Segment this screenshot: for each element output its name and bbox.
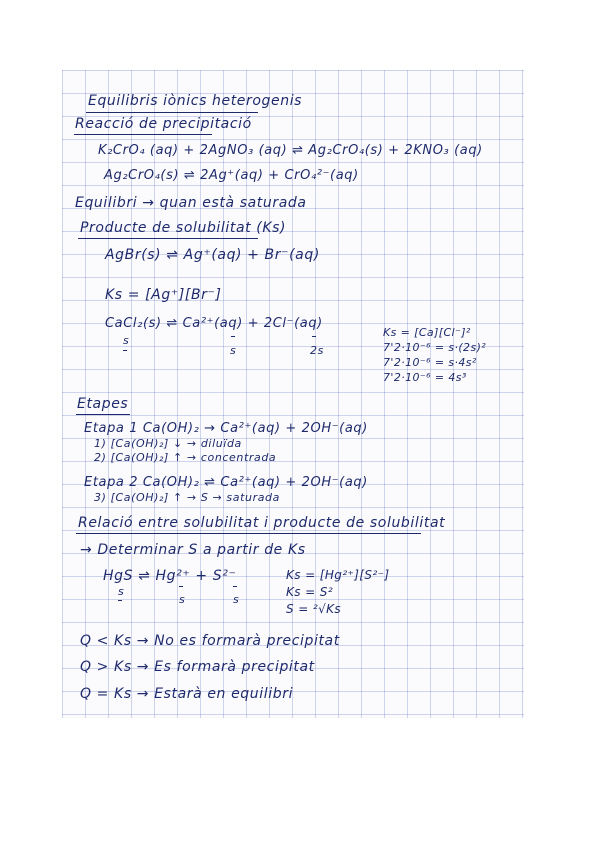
hgs-s-label: s: [179, 593, 186, 606]
hgs-dash-3: [233, 586, 237, 587]
ks-agbr-expression: Ks = [Ag⁺][Br⁻]: [105, 287, 222, 303]
cacl2-dash-2: [231, 336, 235, 337]
hgs-ks-line: Ks = [Hg²⁺][S²⁻]: [286, 568, 390, 582]
hgs-s-label: s: [233, 593, 240, 606]
relation-heading: Relació entre solubilitat i producte de solubilitat: [78, 515, 446, 531]
cacl2-s-label: s: [123, 334, 130, 347]
equilibrium-note: Equilibri → quan està saturada: [75, 195, 307, 211]
hgs-dash-1: [118, 600, 122, 601]
ks-cacl2-derivation: [383, 326, 486, 386]
hgs-ks-derivation: [286, 568, 389, 619]
cacl2-s-under-ca: s: [230, 344, 237, 357]
stage-1-point-b: 2) [Ca(OH)₂] ↑ → concentrada: [94, 451, 277, 464]
hgs-ks-line: Ks = S²: [286, 585, 334, 599]
reaction-heading-underline: [74, 134, 212, 135]
q-equal-ks: Q = Ks → Estarà en equilibri: [80, 686, 294, 702]
ks-cacl2-line: 7'2·10⁻⁶ = s·4s²: [383, 356, 477, 369]
q-less-than-ks: Q < Ks → No es formarà precipitat: [80, 633, 340, 649]
hgs-dash-2: [179, 586, 183, 587]
hgs-reaction: HgS ⇌ Hg²⁺ + S²⁻: [103, 568, 237, 584]
title-underline: [86, 112, 258, 113]
stages-heading-underline: [76, 414, 130, 415]
reaction-equation-1: K₂CrO₄ (aq) + 2AgNO₃ (aq) ⇌ Ag₂CrO₄(s) + 2KNO₃ (aq): [98, 143, 483, 158]
cacl2-reaction: CaCl₂(s) ⇌ Ca²⁺(aq) + 2Cl⁻(aq): [105, 316, 323, 331]
cacl2-dash-3: [312, 336, 316, 337]
hgs-ks-line: S = ²√Ks: [286, 602, 342, 616]
q-greater-than-ks: Q > Ks → Es formarà precipitat: [80, 659, 315, 675]
relation-heading-underline: [76, 533, 421, 534]
determine-s-note: → Determinar S a partir de Ks: [80, 542, 306, 558]
stages-heading: Etapes: [77, 396, 129, 412]
agbr-reaction: AgBr(s) ⇌ Ag⁺(aq) + Br⁻(aq): [105, 247, 320, 263]
note-title: Equilibris iònics heterogenis: [88, 93, 303, 109]
solubility-product-heading: Producte de solubilitat (Ks): [80, 220, 287, 236]
reaction-equation-2: Ag₂CrO₄(s) ⇌ 2Ag⁺(aq) + CrO₄²⁻(aq): [104, 168, 359, 183]
stage-1-equation: Etapa 1 Ca(OH)₂ → Ca²⁺(aq) + 2OH⁻(aq): [84, 421, 368, 436]
ks-cacl2-line: 7'2·10⁻⁶ = s·(2s)²: [383, 341, 487, 354]
stage-2-equation: Etapa 2 Ca(OH)₂ ⇌ Ca²⁺(aq) + 2OH⁻(aq): [84, 475, 368, 490]
hgs-s-label: s: [118, 585, 125, 598]
ks-cacl2-line: Ks = [Ca][Cl⁻]²: [383, 326, 471, 339]
cacl2-dash-1: [123, 350, 127, 351]
solubility-heading-underline: [78, 238, 258, 239]
stage-1-point-a: 1) [Ca(OH)₂] ↓ → diluïda: [94, 437, 242, 450]
ks-cacl2-line: 7'2·10⁻⁶ = 4s³: [383, 371, 467, 384]
reaction-heading: Reacció de precipitació: [75, 116, 252, 132]
stage-2-point-a: 3) [Ca(OH)₂] ↑ → S → saturada: [94, 491, 280, 504]
cacl2-2s-under-cl: 2s: [310, 344, 324, 357]
